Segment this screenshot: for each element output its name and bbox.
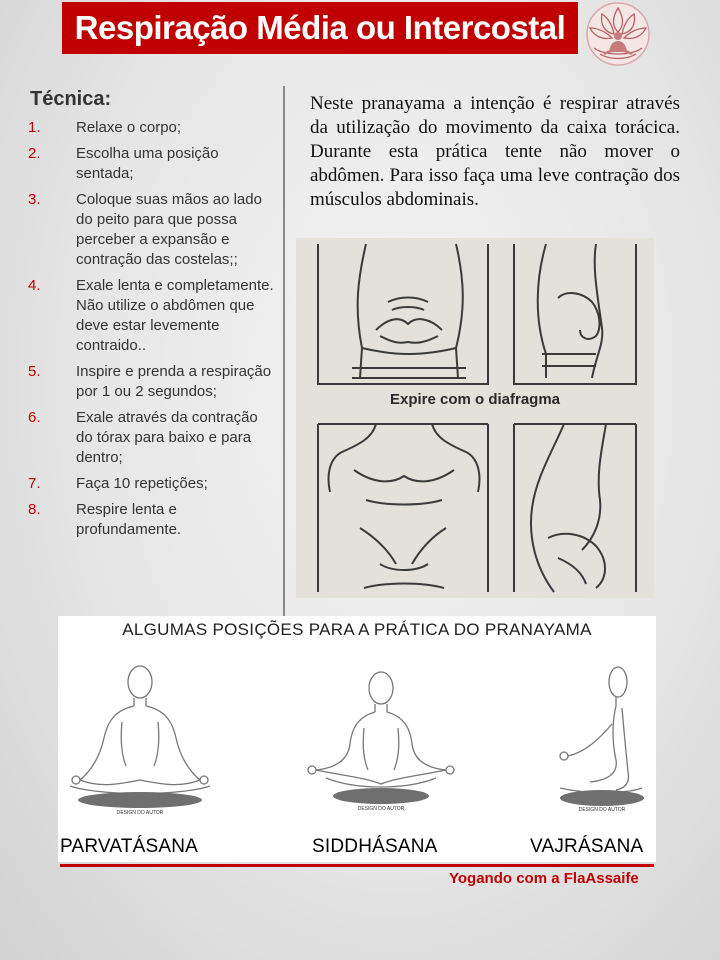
parvatasana-figure-icon: [60, 652, 220, 816]
siddhasana-figure-icon: [296, 652, 466, 812]
step-text: Escolha uma posição sentada;: [76, 145, 219, 182]
illustration-caption: Expire com o diafragma: [389, 391, 561, 408]
step-text: Faça 10 repetições;: [76, 475, 208, 492]
step-number: 4.: [28, 277, 41, 294]
step-item: [28, 474, 278, 494]
step-text: Exale lenta e completamente. Não utilize o abdômen que deve estar levemente contraido..: [76, 277, 274, 354]
step-item: [28, 500, 278, 540]
step-number: 1.: [28, 119, 41, 136]
poses-panel: [58, 616, 656, 862]
step-number: 3.: [28, 191, 41, 208]
step-item: [28, 362, 278, 402]
step-number: 2.: [28, 145, 41, 162]
design-credit-tag: DESIGN DO AUTOR: [357, 806, 405, 812]
step-text: Inspire e prenda a respiração por 1 ou 2 segundos;: [76, 363, 272, 400]
footer-credit: Yogando com a FlaAssaife: [449, 870, 639, 887]
step-number: 6.: [28, 409, 41, 426]
pose-name-vajrasana: VAJRÁSANA: [530, 836, 644, 857]
step-number: 8.: [28, 501, 41, 518]
step-text: Coloque suas mãos ao lado do peito para que possa perceber a expansão e contração das costelas;;: [76, 191, 262, 268]
vajrasana-figure-icon: [546, 652, 656, 812]
poses-title: ALGUMAS POSIÇÕES PARA A PRÁTICA DO PRANAYAMA: [122, 620, 592, 639]
pose-name-siddhasana: SIDDHÁSANA: [312, 836, 438, 857]
pose-name-parvatasana: PARVATÁSANA: [60, 836, 199, 857]
step-text: Exale através da contração do tórax para baixo e para dentro;: [76, 409, 258, 466]
lotus-logo-icon: [582, 2, 654, 68]
column-divider: [283, 86, 285, 616]
design-credit-tag: DESIGN DO AUTOR: [116, 810, 164, 816]
footer-divider: [60, 864, 654, 867]
technique-heading: Técnica:: [30, 88, 112, 110]
step-item: [28, 144, 278, 184]
intro-paragraph: Neste pranayama a intenção é respirar através da utilização do movimento da caixa torácica. Durante esta prática tente não mover o abdômen. Para isso faça uma leve contração dos músculos abdominais.: [310, 93, 680, 210]
step-item: [28, 118, 278, 138]
step-item: [28, 276, 278, 356]
technique-steps: [28, 118, 278, 546]
step-text: Relaxe o corpo;: [76, 119, 182, 136]
step-number: 7.: [28, 475, 41, 492]
step-text: Respire lenta e profundamente.: [76, 501, 182, 538]
step-item: [28, 408, 278, 468]
page-title: Respiração Média ou Intercostal: [62, 2, 578, 54]
step-number: 5.: [28, 363, 41, 380]
step-item: [28, 190, 278, 270]
design-credit-tag: DESIGN DO AUTOR: [578, 807, 626, 813]
breathing-illustration: [296, 238, 654, 598]
